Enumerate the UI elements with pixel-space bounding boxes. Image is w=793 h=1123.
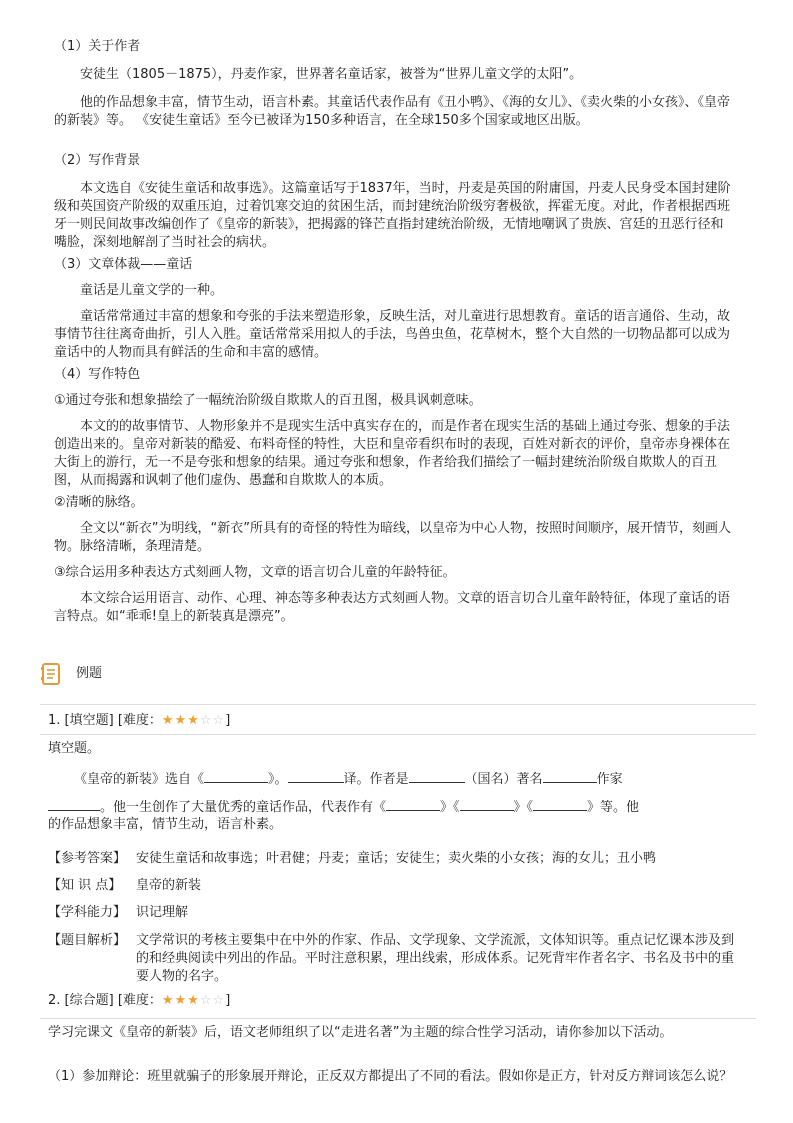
feature-point: ①通过夸张和想象描绘了一幅统治阶级自欺欺人的百丑图，极具讽刺意味。 (54, 393, 482, 408)
question-1-line-2 (48, 796, 748, 817)
section-title-author: （1）关于作者 (54, 39, 141, 54)
difficulty-close: ] (225, 713, 231, 728)
answer-blank[interactable] (288, 768, 344, 783)
example-book-icon (40, 662, 62, 686)
section-title-features: （4）写作特色 (54, 367, 141, 382)
answer-label: 【知 识 点】 (48, 878, 122, 893)
divider (40, 734, 756, 735)
answer-blank[interactable] (48, 796, 100, 811)
question-text: 》《 (513, 800, 534, 815)
question-2-header (48, 992, 230, 1010)
question-number: 1. (48, 713, 61, 728)
difficulty-label: [难度： (117, 713, 162, 728)
difficulty-close: ] (225, 993, 231, 1008)
question-2-text: 学习完课文《皇帝的新装》后，语文老师组织了以“走进名著”为主题的综合性学习活动，请你参加以下活动。 (48, 1025, 673, 1040)
paragraph: 本文选自《安徒生童话和故事选》。这篇童话写于1837年，当时，丹麦是英国的附庸国，丹麦人民身受本国封建阶级和英国资产阶级的双重压迫，过着饥寒交迫的贫困生活，而封建统治阶级穷奢极欲，挥霍无度。对此，作者根据西班牙一则民间故事改编创作了《皇帝的新装》，把揭露的锋芒直指封建统治阶级，无情地嘲讽了贵族、宫廷的丑恶行径和嘴脸，深刻地解剖了当时社会的病状。 (54, 181, 731, 250)
difficulty-stars (162, 713, 225, 728)
answer-label: 【题目解析】 (48, 933, 127, 948)
question-analysis (48, 932, 738, 986)
question-number: 2. (48, 993, 61, 1008)
answer-value: 识记理解 (136, 905, 189, 920)
section-title-genre: （3）文章体裁——童话 (54, 257, 193, 272)
paragraph: 本文的的故事情节、人物形象并不是现实生活中真实存在的，而是作者在现实生活的基础上通过夸张、想象的手法创造出来的。皇帝对新装的酷爱、布料奇怪的特性，大臣和皇帝看织布时的表现，百姓对新衣的评价，皇帝赤身裸体在大街上的游行，无一不是夸张和想象的结果。通过夸张和想象，作者给我们描绘了一幅封建统治阶级自欺欺人的百丑图，从而揭露和讽刺了他们虚伪、愚蠢和自欺欺人的本质。 (54, 419, 731, 488)
paragraph: 安徒生（1805－1875），丹麦作家，世界著名童话家，被誉为“世界儿童文学的太阳”。 (80, 67, 583, 82)
answer-value: 安徒生童话和故事选；叶君健；丹麦；童话；安徒生；卖火柴的小女孩；海的女儿；丑小鸭 (136, 851, 657, 866)
answer-blank[interactable] (460, 796, 514, 811)
answer-value: 皇帝的新装 (136, 878, 202, 893)
difficulty-label: [难度： (117, 993, 162, 1008)
paragraph: 童话常常通过丰富的想象和夸张的手法来塑造形象，反映生活，对儿童进行思想教育。童话的语言通俗、生动，故事情节往往离奇曲折，引人入胜。童话常常采用拟人的手法，鸟兽虫鱼，花草树木，整个大自然的一切物品都可以成为童话中的人物而具有鲜活的生命和丰富的感情。 (54, 309, 731, 360)
difficulty-stars (162, 993, 225, 1008)
question-text: 。他一生创作了大量优秀的童话作品，代表作有《 (100, 800, 387, 815)
answer-blank[interactable] (533, 796, 587, 811)
question-1-line-1 (48, 768, 748, 789)
answer-label: 【学科能力】 (48, 905, 127, 920)
example-header (40, 660, 102, 688)
reference-answer (48, 850, 738, 868)
paragraph: 全文以“新衣”为明线，“新衣”所具有的奇怪的特性为暗线，以皇帝为中心人物，按照时间顺序，展开情节，刻画人物。脉络清晰，条理清楚。 (54, 521, 731, 554)
divider (40, 1018, 756, 1019)
question-type: [填空题] (64, 713, 114, 728)
answer-value: 文学常识的考核主要集中在中外的作家、作品、文学现象、文学流派，文体知识等。重点记忆课本涉及到的和经典阅读中列出的作品。平时注意积累，理出线索，形成体系。记死背牢作者名字、书名及书中的重要人物的名字。 (136, 933, 735, 984)
question-text: 》《 (440, 800, 460, 815)
answer-blank[interactable] (543, 768, 597, 783)
example-label: 例题 (76, 666, 103, 681)
star-filled-icon: ★★★ (161, 713, 200, 728)
question-text: （国名）著名 (464, 772, 543, 787)
question-1-line-3: 的作品想象丰富，情节生动，语言朴素。 (48, 817, 283, 832)
question-type: [综合题] (64, 993, 114, 1008)
feature-point: ②清晰的脉络。 (54, 495, 144, 510)
answer-blank[interactable] (204, 768, 268, 783)
question-2-subquestion: （1）参加辩论：班里就骗子的形象展开辩论，正反双方都提出了不同的看法。假如你是正方，针对反方辩词该怎么说？ (48, 1069, 733, 1084)
question-text: 《皇帝的新装》选自《 (74, 772, 205, 787)
paragraph: 童话是儿童文学的一种。 (80, 283, 224, 298)
answer-blank[interactable] (386, 796, 440, 811)
question-text: 》等。他 (587, 800, 640, 815)
star-empty-icon: ☆☆ (199, 713, 226, 728)
question-text: 》。 (268, 772, 288, 787)
subject-ability (48, 904, 738, 922)
feature-point: ③综合运用多种表达方式刻画人物，文章的语言切合儿童的年龄特征。 (54, 565, 456, 580)
section-title-background: （2）写作背景 (54, 153, 141, 168)
question-text: 译。作者是 (343, 772, 409, 787)
question-text: 作家 (596, 772, 623, 787)
divider (40, 704, 756, 705)
star-filled-icon: ★★★ (161, 993, 200, 1008)
star-empty-icon: ☆☆ (199, 993, 226, 1008)
question-1-header (48, 712, 230, 730)
knowledge-point (48, 877, 738, 895)
paragraph: 他的作品想象丰富，情节生动，语言朴素。其童话代表作品有《丑小鸭》、《海的女儿》、《卖火柴的小女孩》、《皇帝的新装》等。 《安徒生童话》至今已被译为150多种语言，在全球150多个国家或地区出版。 (54, 95, 731, 128)
question-intro: 填空题。 (48, 741, 101, 756)
answer-label: 【参考答案】 (48, 851, 127, 866)
answer-blank[interactable] (409, 768, 465, 783)
paragraph: 本文综合运用语言、动作、心理、神态等多种表达方式刻画人物。文章的语言切合儿童年龄特征，体现了童话的语言特点。如“乖乖!皇上的新装真是漂亮”。 (54, 591, 731, 624)
